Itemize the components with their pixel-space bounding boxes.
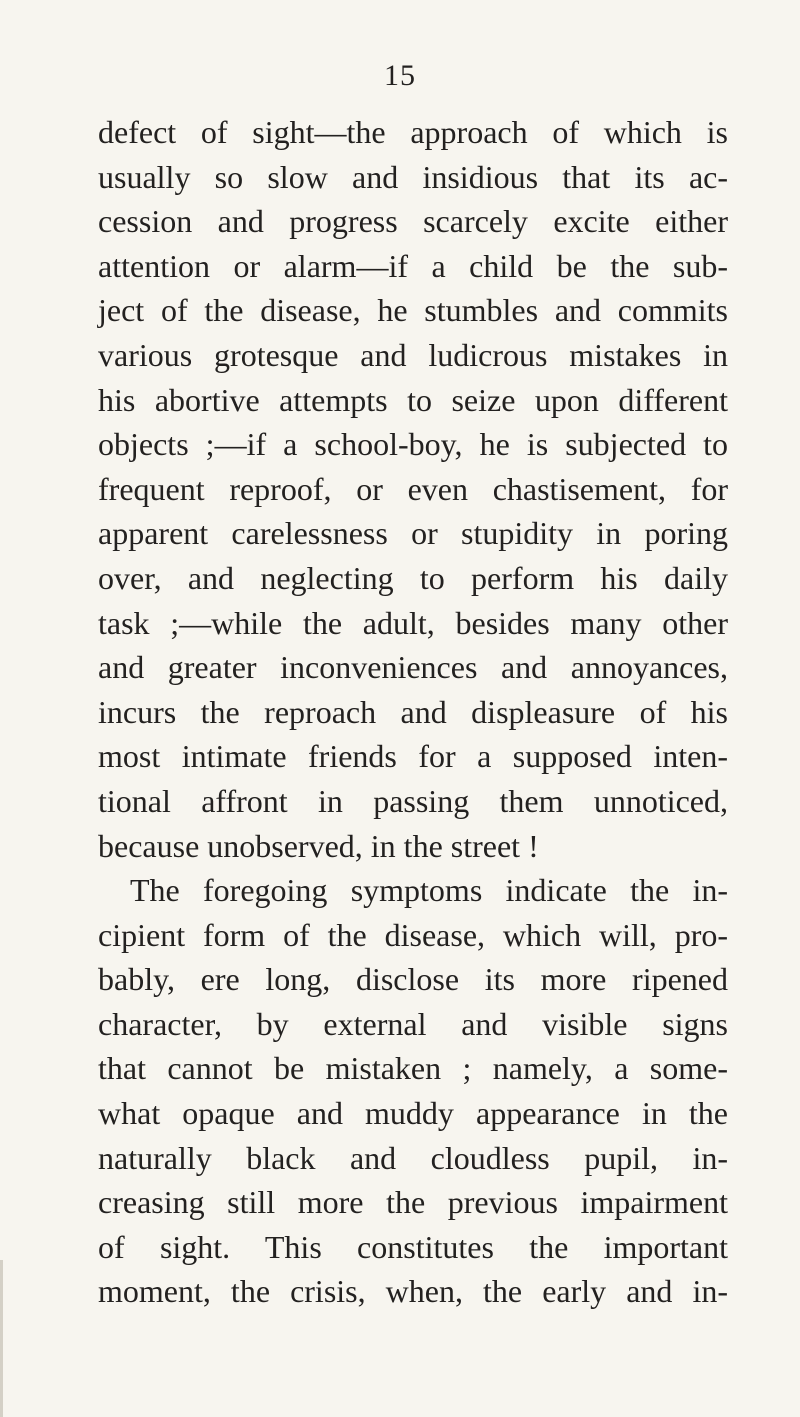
paragraph-start-line: The foregoing symptoms indicate the in-: [130, 872, 728, 909]
paragraph-end-line: because unobserved, in the street !: [98, 827, 539, 864]
page-number: 15: [384, 59, 416, 92]
text-line: naturally black and cloudless pupil, in-: [98, 1139, 728, 1176]
text-line: usually so slow and insidious that its ac-: [98, 158, 728, 195]
text-line: that cannot be mistaken ; namely, a some-: [98, 1050, 728, 1087]
text-line: and greater inconveniences and annoyances,: [98, 649, 728, 686]
text-line: cession and progress scarcely excite either: [98, 203, 728, 240]
text-line: task ;—while the adult, besides many other: [98, 604, 728, 641]
page-edge-shadow: [0, 1260, 3, 1417]
text-line: cipient form of the disease, which will, pro-: [98, 916, 728, 953]
text-line: what opaque and muddy appearance in the: [98, 1095, 728, 1132]
text-line: ject of the disease, he stumbles and commits: [98, 292, 728, 329]
text-line: tional affront in passing them unnoticed,: [98, 782, 728, 819]
text-line: bably, ere long, disclose its more ripened: [98, 961, 728, 998]
text-line: objects ;—if a school-boy, he is subjected to: [98, 426, 728, 463]
text-line: frequent reproof, or even chastisement, for: [98, 470, 728, 507]
text-line: most intimate friends for a supposed inten-: [98, 738, 728, 775]
text-line: over, and neglecting to perform his daily: [98, 559, 728, 596]
text-line: of sight. This constitutes the important: [98, 1228, 728, 1265]
text-line: attention or alarm—if a child be the sub-: [98, 247, 728, 284]
body-text: [98, 110, 728, 1314]
text-line: apparent carelessness or stupidity in poring: [98, 515, 728, 552]
text-line: moment, the crisis, when, the early and in-: [98, 1273, 728, 1310]
text-line: defect of sight—the approach of which is: [98, 114, 728, 150]
text-line: incurs the reproach and displeasure of his: [98, 693, 728, 730]
text-line: his abortive attempts to seize upon different: [98, 381, 728, 418]
text-line: various grotesque and ludicrous mistakes in: [98, 336, 728, 373]
text-line: creasing still more the previous impairment: [98, 1184, 728, 1221]
text-line: character, by external and visible signs: [98, 1005, 728, 1042]
